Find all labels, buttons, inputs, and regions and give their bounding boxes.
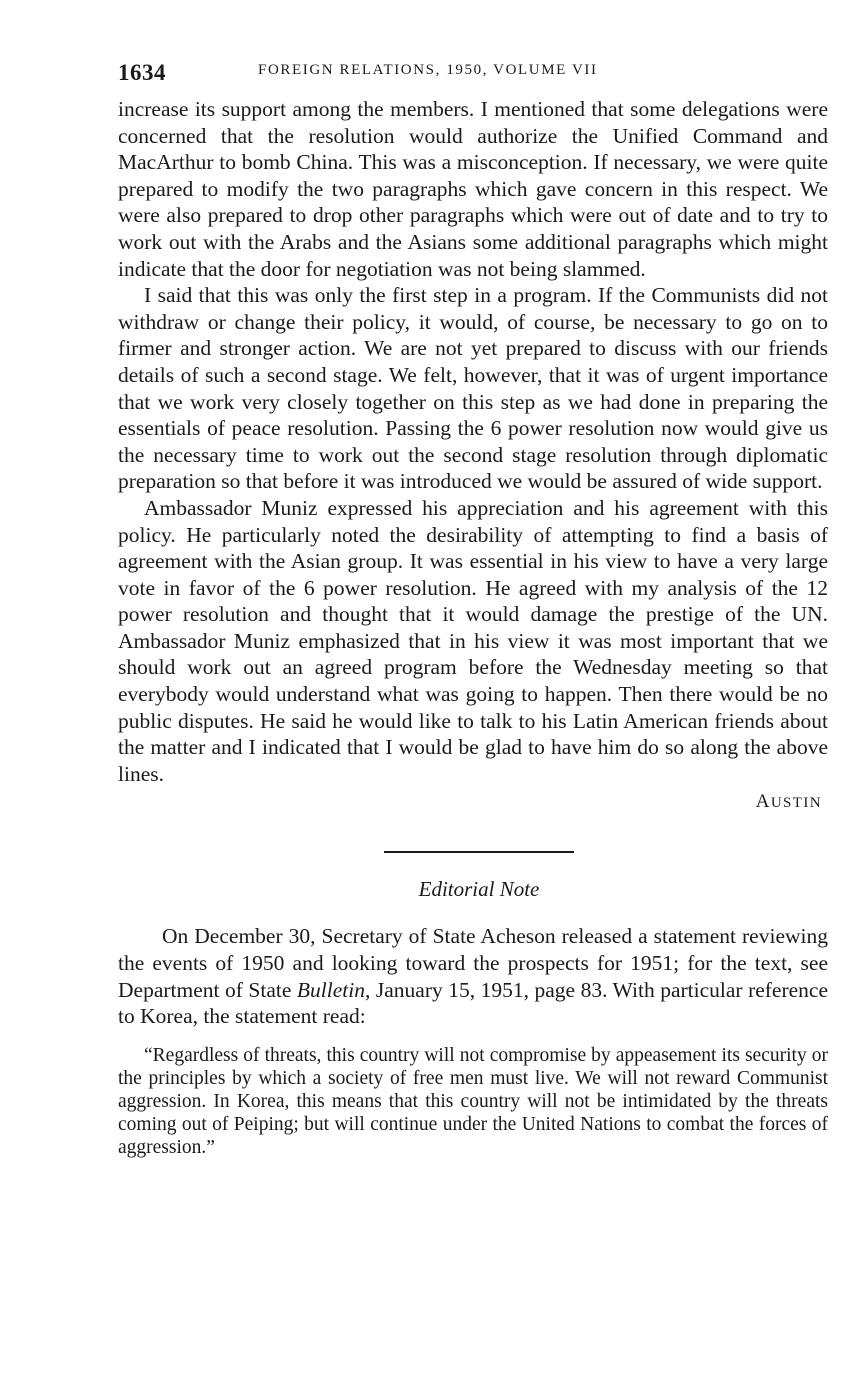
editorial-note-text — [118, 923, 828, 1158]
signature-rest: USTIN — [770, 795, 822, 812]
paragraph: I said that this was only the first step in a program. If the Communists did not withdraw or change their policy, it would, of course, be necessary to go on to firmer and stronger action. We are not yet prepared to discuss with our friends details of such a second stage. We felt, however, that it was of urgent importance that we work very closely together on this step as we had done in preparing the essentials of peace resolution. Passing the 6 power resolution now would give us the necessary time to work out the second stage resolution through diplomatic preparation so that before it was introduced we would be assured of wide support. — [118, 283, 828, 494]
editorial-note-quote: “Regardless of threats, this country will not compromise by appeasement its security or the principles by which a society of free men must live. We will not reward Communist aggression. In Korea, this means that this country will not be intimidated by the threats coming out of Peiping; but will continue under the United Nations to combat the forces of aggression.” — [118, 1044, 828, 1158]
intro-after: , January 15, 1951, page 83. With particular reference to Korea, the statement read: — [118, 977, 829, 1029]
running-head — [118, 56, 828, 96]
section-divider — [384, 851, 574, 853]
editorial-note-paragraph — [118, 923, 828, 1029]
document-page — [118, 56, 828, 1159]
running-title: FOREIGN RELATIONS, 1950, VOLUME VII — [258, 62, 598, 78]
page-number: 1634 — [118, 60, 166, 85]
paragraph: Ambassador Muniz expressed his appreciation and his agreement with this policy. He particularly noted the desirability of attempting to find a basis of agreement with the Asian group. It was essential in his view to have a very large vote in favor of the 6 power resolution. He agreed with my analysis of the 12 power resolution and thought that it would damage the prestige of the UN. Ambassador Muniz emphasized that in his view it was most important that we should work out an agreed program before the Wednesday meeting so that everybody would understand what was going to happen. Then there would be no public disputes. He said he would like to talk to his Latin American friends about the matter and I indicated that I would be glad to have him do so along the above lines. — [118, 495, 828, 786]
signature-initial: A — [755, 791, 771, 813]
body-text — [118, 96, 828, 787]
intro-before: On December 30, Secretary of State Acheson released a statement reviewing the events of 1950 and looking toward the prospects for 1951; for the text, see Department of State — [118, 924, 828, 1002]
editorial-note-title: Editorial Note — [418, 877, 540, 902]
signature — [118, 791, 828, 817]
bulletin-title: Bulletin — [296, 977, 365, 1002]
paragraph: increase its support among the members. I mentioned that some delegations were concerned that the resolution would authorize the Unified Command and MacArthur to bomb China. This was a misconception. If necessary, we were quite prepared to modify the two paragraphs which gave concern in this respect. We were also prepared to drop other paragraphs which were out of date and to try to work out with the Arabs and the Asians some additional paragraphs which might indicate that the door for negotiation was not being slammed. — [118, 97, 828, 281]
